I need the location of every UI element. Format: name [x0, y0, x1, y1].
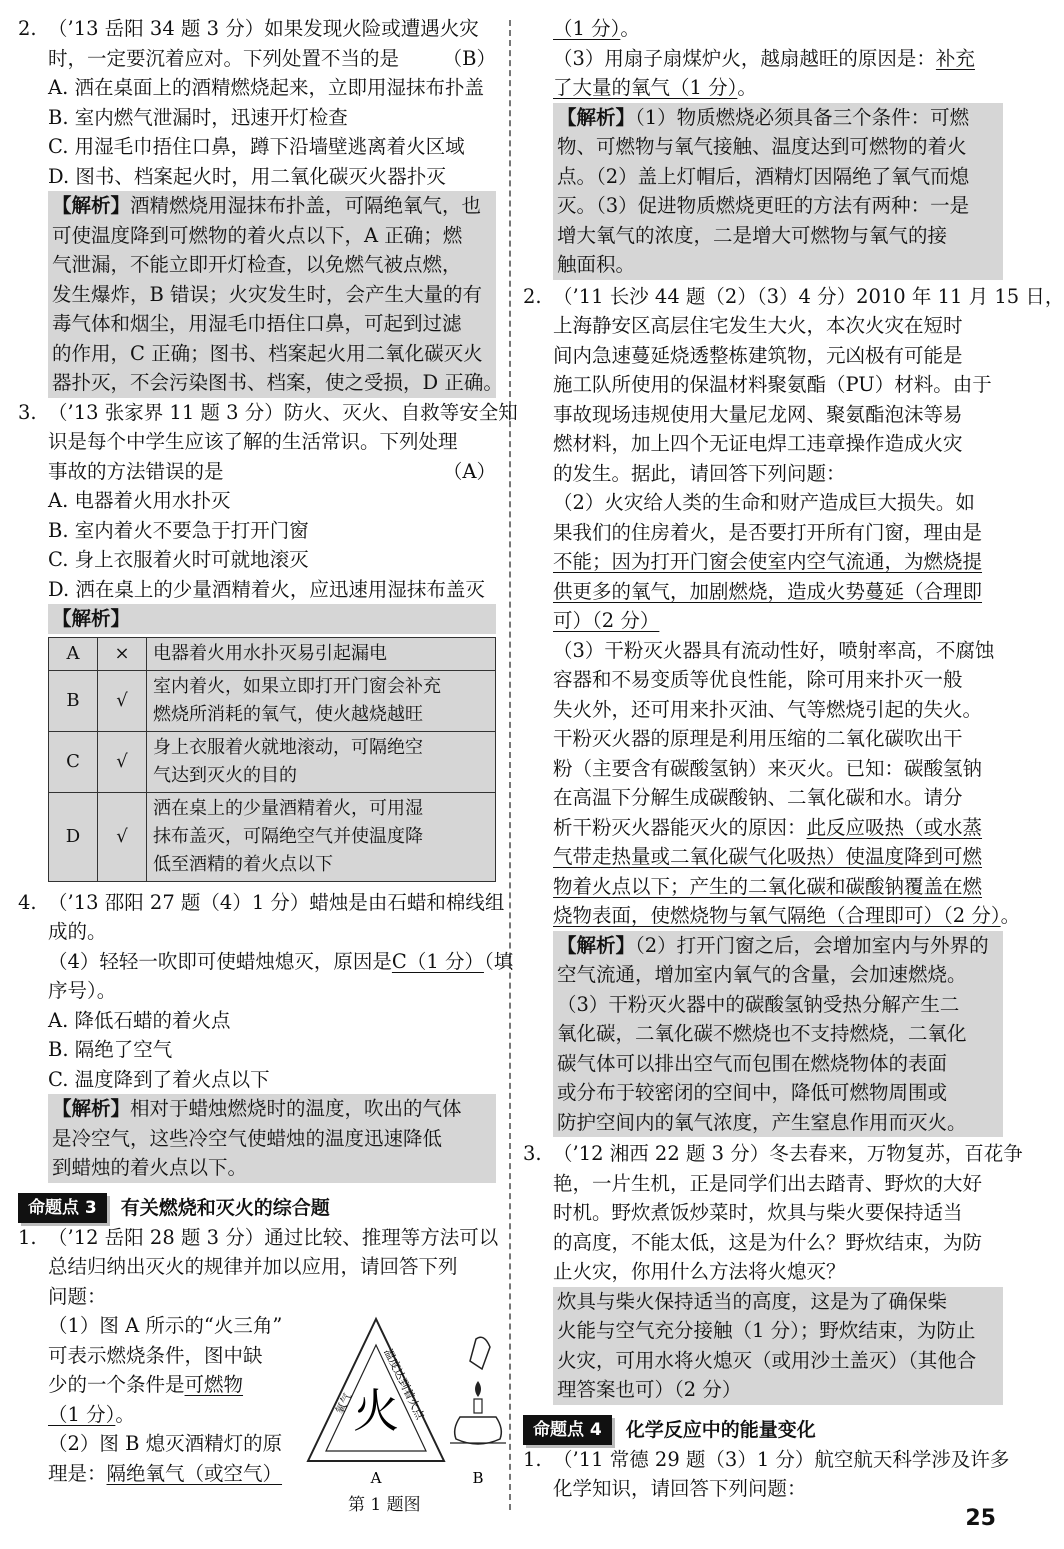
- question-stem: 化学知识，请回答下列问题：: [553, 1477, 807, 1500]
- explanation-text: 或分布于较密闭的空间中，降低可燃物周围或: [557, 1081, 948, 1104]
- explanation-text: 防护空间内的氧气浓度，产生窒息作用而灭火。: [557, 1110, 967, 1134]
- question-number: 2.: [18, 17, 37, 40]
- question-stem: 时机。野炊煮饭炒菜时，炊具与柴火要保持适当: [553, 1201, 963, 1224]
- answer-box: [553, 1287, 1003, 1405]
- question-stem: 燃材料，加上四个无证电焊工违章操作造成火灾: [553, 432, 963, 455]
- sub-question: 果我们的住房着火，是否要打开所有门窗，理由是: [553, 520, 983, 544]
- punctuation: 。: [737, 76, 757, 99]
- lamp-cap: [470, 1337, 490, 1369]
- question-stem: （’13 岳阳 34 题 3 分）如果发现火险或遭遇火灾: [48, 17, 479, 40]
- sub-question: 干粉灭火器的原理是利用压缩的二氧化碳吹出干: [553, 727, 963, 750]
- table-text-line: 身上衣服着火就地滚动，可隔绝空: [153, 736, 423, 758]
- explanation-label: 【解析】: [52, 1097, 131, 1120]
- explanation-text: 是冷空气，这些冷空气使蜡烛的温度迅速降低: [52, 1126, 443, 1150]
- explanation-box: [553, 103, 1003, 280]
- figure-label-b: B: [472, 1469, 484, 1487]
- right-column: [523, 14, 1064, 1504]
- table-cell-option: B: [49, 670, 98, 731]
- sub-question: （2）图 B 熄灭酒精灯的原: [48, 1432, 283, 1455]
- explanation-text: 物、可燃物与氧气接触、温度达到可燃物的着火: [557, 135, 967, 158]
- topic-tag: 命题点 3: [18, 1193, 107, 1223]
- question-number: 1.: [523, 1447, 542, 1471]
- question-3: [18, 398, 518, 882]
- sub-question: 粉（主要含有碳酸氢钠）来灭火。已知：碳酸氢钠: [553, 756, 983, 780]
- figure-label-a: A: [370, 1469, 382, 1487]
- sub-question: 容器和不易变质等优良性能，除可用来扑灭一般: [553, 668, 963, 691]
- side-label-oxygen: 氧气: [333, 1390, 355, 1417]
- figure-area: [18, 1311, 496, 1491]
- sub-question: 失火外，还可用来扑灭油、气等燃烧引起的失火。: [553, 697, 983, 721]
- fire-character: 火: [353, 1384, 399, 1438]
- topic3-question-1: [18, 1223, 499, 1521]
- question-stem: （’12 湘西 22 题 3 分）冬去春来，万物复苏，百花争: [553, 1142, 1023, 1165]
- sub-question: 少的一个条件是: [48, 1373, 185, 1396]
- table-cell-text: [147, 731, 496, 792]
- sub-question: （4）轻轻一吹即可使蜡烛熄灭，原因是: [48, 949, 392, 973]
- explanation-text: 灭。（3）促进物质燃烧更旺的方法有两种：一是: [557, 194, 970, 217]
- figure-caption: 第 1 题图: [348, 1495, 421, 1515]
- option-c: C. 身上衣服着火时可就地滚灭: [48, 548, 309, 571]
- figure-1: [300, 1311, 510, 1491]
- question-stem: 时，一定要沉着应对。下列处置不当的是: [48, 46, 400, 70]
- table-text-line: 燃烧所消耗的氧气，使火越烧越旺: [153, 703, 423, 725]
- lamp-body: [455, 1417, 502, 1444]
- table-text-line: 电器着火用水扑灭易引起漏电: [153, 642, 387, 664]
- topic-heading-4: [523, 1413, 1003, 1445]
- table-row: [49, 792, 496, 881]
- question-number: 3.: [523, 1142, 542, 1165]
- topic-heading-3: [18, 1191, 496, 1223]
- question-stem: 艳，一片生机，正是同学们出去踏青、野炊的大好: [553, 1171, 983, 1195]
- table-cell-mark: √: [98, 731, 147, 792]
- explanation-text: 增大氧气的浓度，二是增大可燃物与氧气的接: [557, 223, 948, 247]
- explanation-label: 【解析】: [557, 933, 636, 957]
- explanation-text: 的作用，C 正确；图书、档案起火用二氧化碳灭火: [52, 341, 483, 365]
- question-stem: 问题：: [48, 1284, 107, 1308]
- explanation-box: [48, 1094, 496, 1183]
- sub-question: 在高温下分解生成碳酸钠、二氧化碳和水。请分: [553, 786, 963, 809]
- sub-answer: 气带走热量或二氧化碳气化吸热）使温度降到可燃: [553, 845, 983, 868]
- topic-title: 化学反应中的能量变化: [625, 1418, 816, 1441]
- table-text-line: 洒在桌上的少量酒精着火，可用湿: [153, 797, 423, 819]
- sub-answer: 补充: [935, 46, 975, 70]
- sub-answer: 供更多的氧气，加剧燃烧，造成火势蔓延（合理即: [553, 579, 983, 603]
- sub-answer: C（1 分）: [391, 949, 484, 973]
- topic-title: 有关燃烧和灭火的综合题: [120, 1196, 330, 1219]
- side-label-temperature: 温度达到着火点: [381, 1346, 427, 1422]
- alcohol-lamp: [450, 1337, 506, 1487]
- question-stem: 施工队所使用的保温材料聚氨酯（PU）材料。由于: [553, 373, 992, 396]
- sub-answer: （1 分）: [553, 17, 621, 40]
- sub-answer: 可）（2 分）: [553, 609, 660, 632]
- sub-answer: 隔绝氧气（或空气）: [106, 1461, 283, 1485]
- punctuation: 。: [620, 17, 640, 40]
- question-number: 2.: [523, 284, 542, 308]
- table-cell-mark: ×: [98, 637, 147, 670]
- question-number: 4.: [18, 890, 37, 914]
- sub-answer: 不能；因为打开门窗会使室内空气流通，为燃烧提: [553, 550, 983, 573]
- sub-question: （2）火灾给人类的生命和财产造成巨大损失。如: [553, 491, 975, 514]
- sub-question: 可表示燃烧条件，图中缺: [48, 1343, 263, 1367]
- sub-answer: 烧物表面，使燃烧物与氧气隔绝（合理即可）（2 分）: [553, 904, 1001, 927]
- explanation-text: 到蜡烛的着火点以下。: [52, 1156, 248, 1179]
- option-a: A. 洒在桌面上的酒精燃烧起来，立即用湿抹布扑盖: [48, 76, 484, 99]
- table-cell-text: [147, 637, 496, 670]
- explanation-text: 相对于蜡烛燃烧时的温度，吹出的气体: [130, 1097, 462, 1120]
- question-stem: 事故现场违规使用大量尼龙网、聚氨酯泡沫等易: [553, 402, 963, 426]
- question-stem: （’13 邵阳 27 题（4）1 分）蜡烛是由石蜡和棉线组: [48, 890, 505, 914]
- question-stem: （’13 张家界 11 题 3 分）防火、灭火、自救等安全知: [48, 400, 518, 424]
- option-b: B. 室内燃气泄漏时，迅速开灯检查: [48, 105, 348, 129]
- explanation-text: 器扑灭，不会污染图书、档案，使之受损，D 正确。: [52, 371, 503, 394]
- answer-text: 火灾，可用水将火熄灭（或用沙土盖灭）（其他合: [557, 1348, 977, 1372]
- option-d: D. 洒在桌上的少量酒精着火，应迅速用湿抹布盖灭: [48, 577, 485, 601]
- explanation-box: [48, 604, 496, 634]
- option-b: B. 隔绝了空气: [48, 1038, 173, 1061]
- question-stem: 上海静安区高层住宅发生大火，本次火灾在短时: [553, 314, 963, 337]
- question-stem: 止火灾，你用什么方法将火熄灭？: [553, 1260, 846, 1283]
- punctuation: 。: [115, 1402, 135, 1426]
- table-text-line: 抹布盖灭，可隔绝空气并使温度降: [153, 825, 423, 847]
- lamp-wick: [474, 1399, 482, 1413]
- question-3-right: [523, 1139, 1023, 1405]
- explanation-text: 碳气体可以排出空气而包围在燃烧物体的表面: [557, 1051, 948, 1075]
- explanation-label: 【解析】: [52, 607, 131, 630]
- explanation-text: 空气流通，增加室内氧气的含量，会加速燃烧。: [557, 963, 967, 986]
- explanation-box: [48, 191, 503, 398]
- punctuation: 。: [1000, 904, 1021, 927]
- question-stem: 总结归纳出灭火的规律并加以应用，请回答下列: [48, 1255, 458, 1278]
- question-stem: （’11 长沙 44 题（2）（3）4 分）2010 年 11 月 15 日，: [553, 284, 1064, 308]
- table-cell-mark: √: [98, 670, 147, 731]
- explanation-text: 毒气体和烟尘，用湿毛巾捂住口鼻，可起到过滤: [52, 312, 462, 335]
- sub-answer: 了大量的氧气（1 分）: [553, 76, 738, 99]
- table-cell-text: [147, 670, 496, 731]
- question-stem: （’12 岳阳 28 题 3 分）通过比较、推理等方法可以: [48, 1225, 499, 1249]
- question-2: [18, 14, 503, 398]
- explanation-text: （3）干粉灭火器中的碳酸氢钠受热分解产生二: [557, 992, 960, 1016]
- option-c: C. 温度降到了着火点以下: [48, 1067, 270, 1091]
- question-stem: 识是每个中学生应该了解的生活常识。下列处理: [48, 430, 458, 453]
- sub-question: （3）用扇子扇煤炉火，越扇越旺的原因是：: [553, 46, 936, 70]
- option-a: A. 电器着火用水扑灭: [48, 489, 231, 512]
- explanation-label: 【解析】: [52, 194, 131, 217]
- sub-answer: （1 分）: [48, 1402, 116, 1426]
- option-c: C. 用湿毛巾捂住口鼻，蹲下沿墙壁逃离着火区域: [48, 135, 465, 158]
- option-d: D. 图书、档案起火时，用二氧化碳灭火器扑灭: [48, 164, 446, 188]
- question-2-right: [523, 282, 1064, 1138]
- table-text-line: 低至酒精的着火点以下: [153, 853, 333, 875]
- table-cell-option: C: [49, 731, 98, 792]
- explanation-text: 点。（2）盖上灯帽后，酒精灯因隔绝了氧气而熄: [557, 164, 970, 188]
- option-b: B. 室内着火不要急于打开门窗: [48, 518, 309, 542]
- page-number: 25: [965, 1506, 996, 1531]
- explanation-text: 触面积。: [557, 253, 636, 276]
- question-number: 1.: [18, 1225, 37, 1249]
- table-cell-text: [147, 792, 496, 881]
- figure-side-text: [48, 1311, 298, 1488]
- answer: （A）: [442, 459, 496, 483]
- answer-text: 炊具与柴火保持适当的高度，这是为了确保柴: [557, 1289, 948, 1313]
- table-cell-mark: √: [98, 792, 147, 881]
- sub-question: （1）图 A 所示的“火三角”: [48, 1314, 283, 1337]
- topic4-question-1: [523, 1445, 1010, 1504]
- explanation-text: 气泄漏，不能立即开灯检查，以免燃气被点燃，: [52, 253, 462, 276]
- explanation-table: [48, 637, 496, 882]
- table-text-line: 气达到灭火的目的: [153, 764, 297, 786]
- table-cell-option: D: [49, 792, 98, 881]
- explanation-text: （1）物质燃烧必须具备三个条件：可燃: [635, 105, 970, 129]
- column-divider: [509, 20, 511, 1510]
- question-stem: （’11 常德 29 题（3）1 分）航空航天科学涉及许多: [553, 1447, 1010, 1471]
- topic-tag: 命题点 4: [523, 1415, 612, 1445]
- explanation-text: 氧化碳，二氧化碳不燃烧也不支持燃烧，二氧化: [557, 1022, 967, 1045]
- table-row: [49, 670, 496, 731]
- sub-question: 析干粉灭火器能灭火的原因：: [553, 815, 807, 839]
- sub-answer: 此反应吸热（或水蒸: [806, 815, 983, 839]
- option-a: A. 降低石蜡的着火点: [48, 1008, 231, 1032]
- question-stem: 的发生。据此，请回答下列问题：: [553, 461, 846, 485]
- explanation-label: 【解析】: [557, 105, 636, 129]
- explanation-box: [553, 931, 1003, 1138]
- question-number: 3.: [18, 400, 37, 424]
- sub-question: （3）干粉灭火器具有流动性好，喷射率高，不腐蚀: [553, 638, 995, 662]
- fire-triangle-figure: [300, 1311, 510, 1491]
- sub-question: 理是：: [48, 1461, 107, 1485]
- question-stem: 成的。: [48, 920, 107, 943]
- table-text-line: 室内着火，如果立即打开门窗会补充: [153, 675, 441, 697]
- question-stem: 间内急速蔓延烧透整栋建筑物，元凶极有可能是: [553, 343, 963, 367]
- explanation-text: 酒精燃烧用湿抹布扑盖，可隔绝氧气，也: [130, 194, 482, 217]
- explanation-text: 发生爆炸，B 错误；火灾发生时，会产生大量的有: [52, 282, 483, 306]
- flame-icon: [475, 1381, 481, 1397]
- explanation-text: 可使温度降到可燃物的着火点以下，A 正确；燃: [52, 223, 463, 247]
- sub-question: （填: [483, 949, 514, 973]
- topic3-question-1-continued: [523, 14, 1003, 280]
- table-row: [49, 637, 496, 670]
- explanation-text: （2）打开门窗之后，会增加室内与外界的: [635, 933, 989, 957]
- sub-question: 序号）。: [48, 979, 117, 1002]
- sub-answer: 可燃物: [184, 1373, 244, 1396]
- left-column: [18, 14, 518, 1521]
- table-row: [49, 731, 496, 792]
- question-stem: 事故的方法错误的是: [48, 459, 224, 483]
- answer-text: 理答案也可）（2 分）: [557, 1378, 742, 1401]
- fire-triangle: [308, 1319, 444, 1487]
- question-stem: 的高度，不能太低，这是为什么？野炊结束，为防: [553, 1230, 983, 1254]
- sub-answer: 物着火点以下；产生的二氧化碳和碳酸钠覆盖在燃: [553, 874, 983, 898]
- table-cell-option: A: [49, 637, 98, 670]
- answer: （B）: [442, 46, 496, 70]
- answer-text: 火能与空气充分接触（1 分）；野炊结束，为防止: [557, 1319, 976, 1342]
- question-4: [18, 888, 514, 1183]
